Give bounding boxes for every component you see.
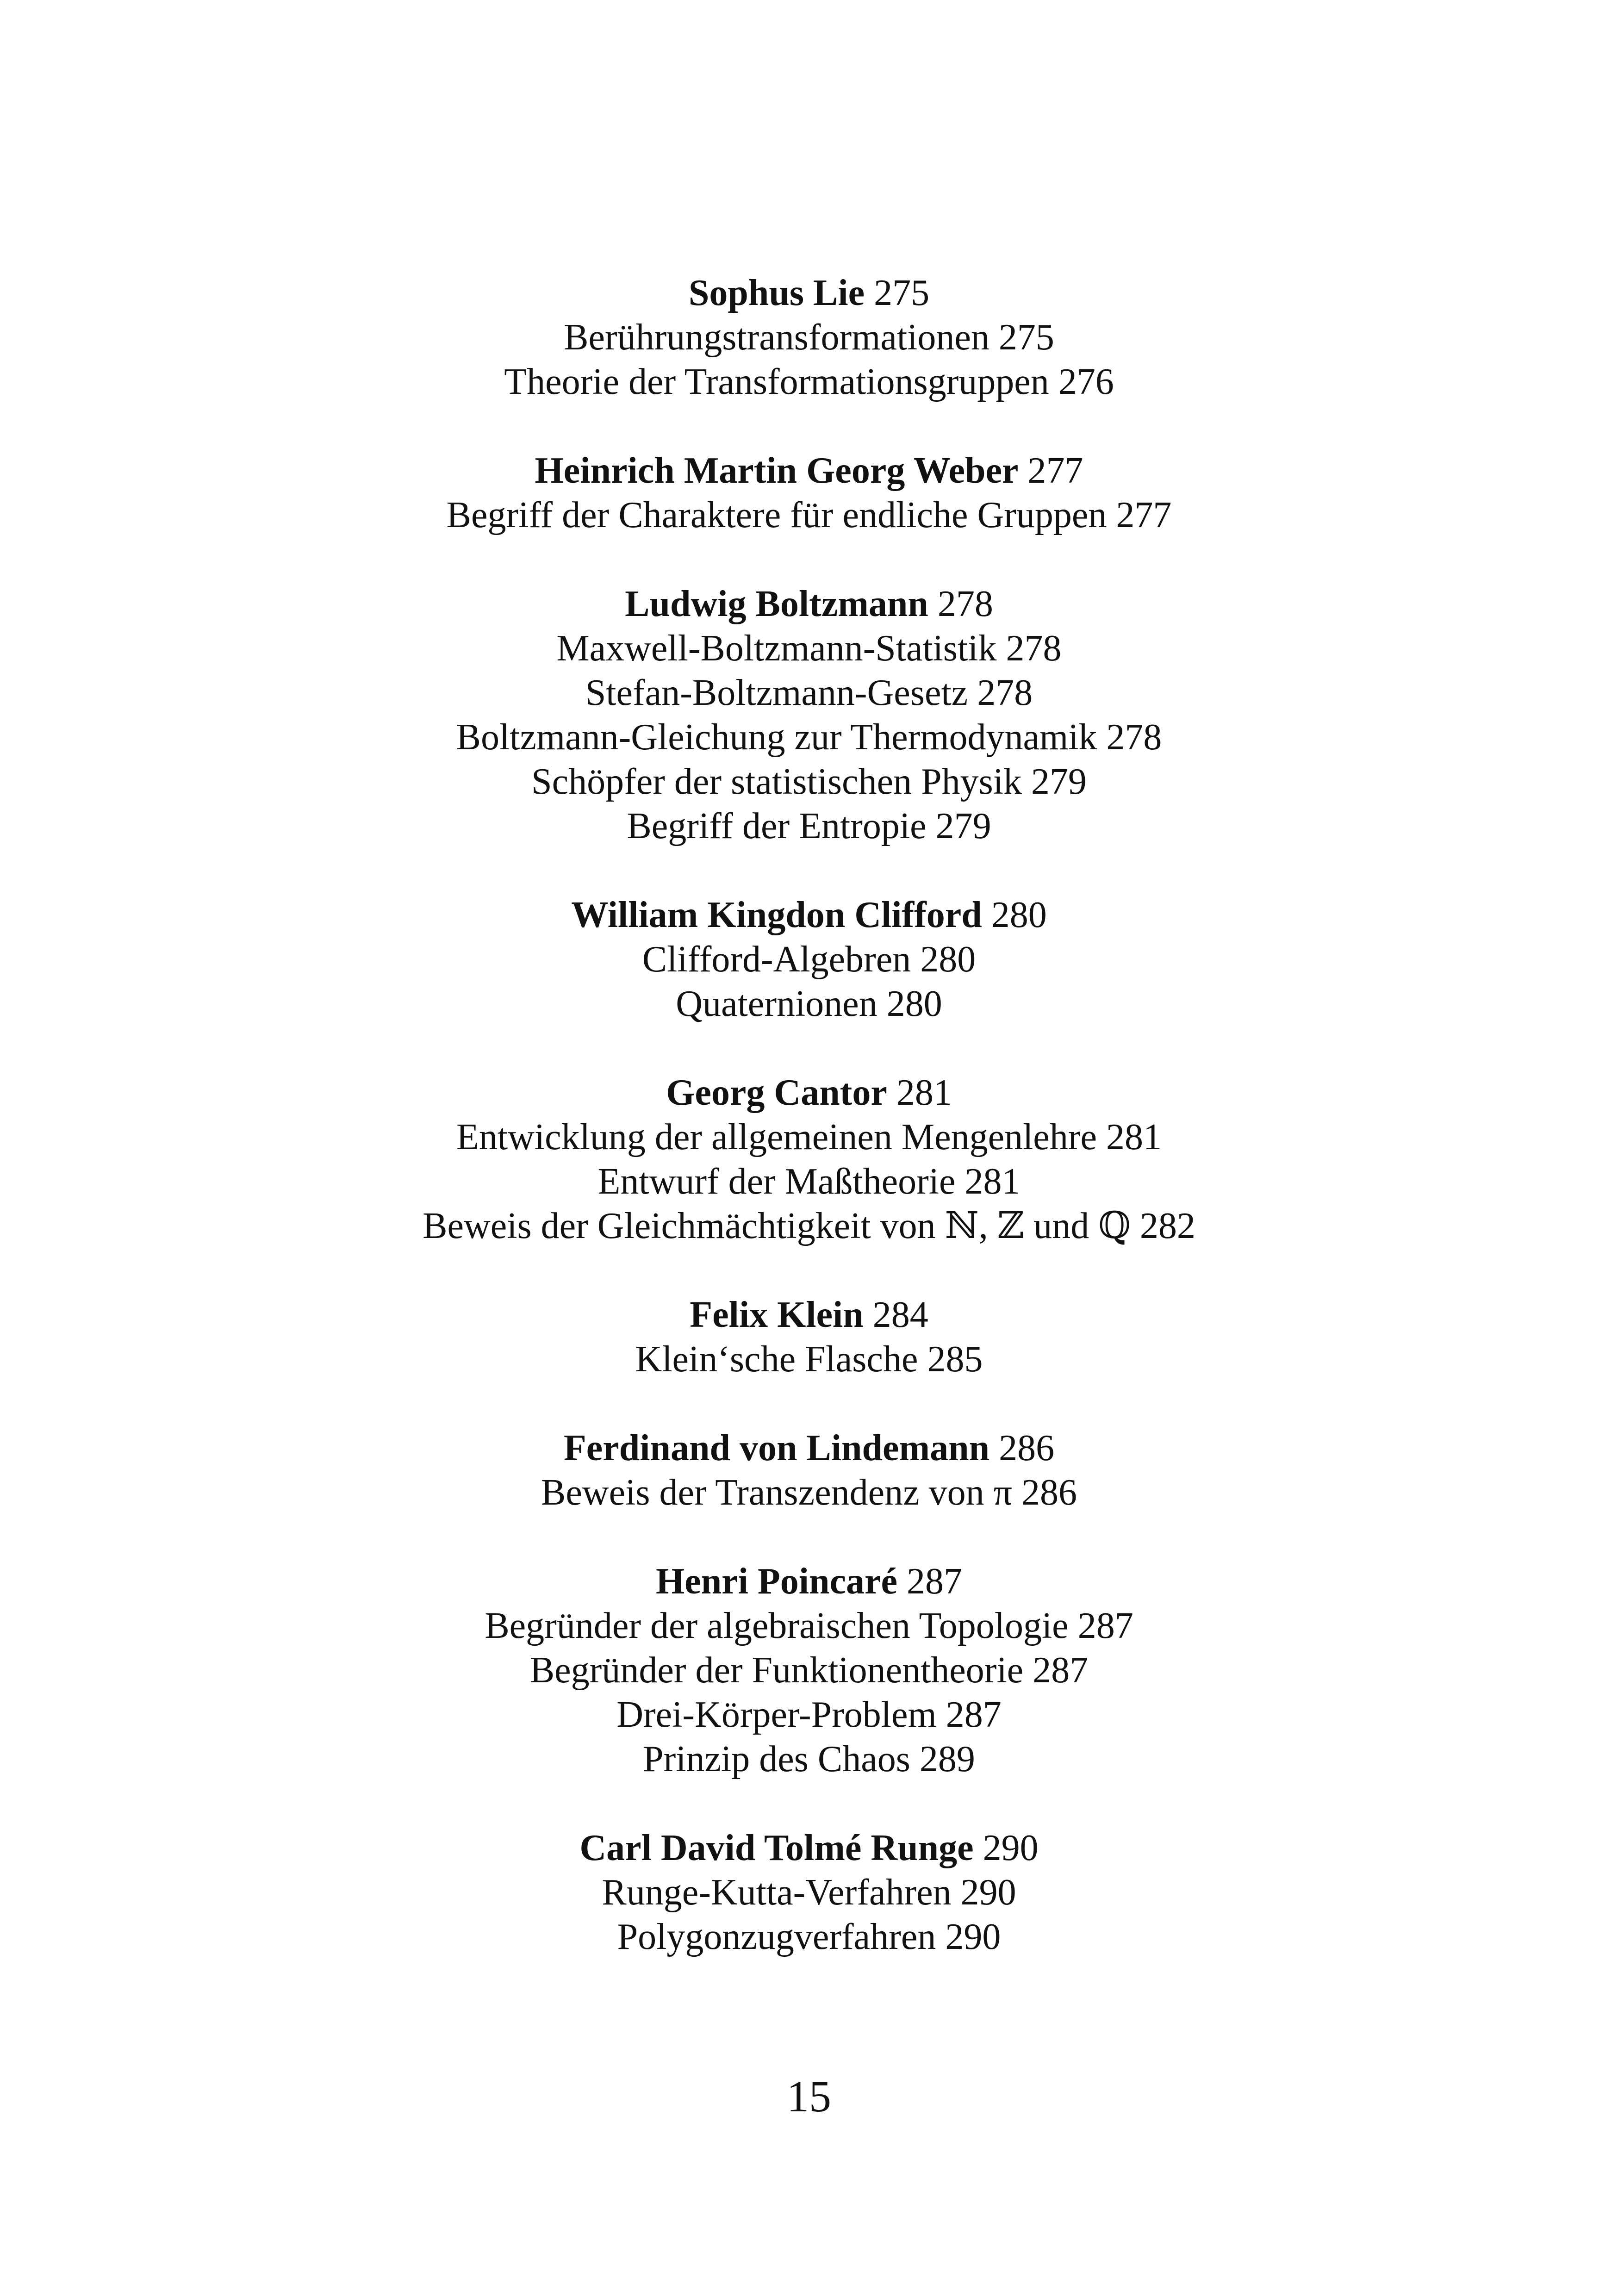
toc-entry xyxy=(0,1915,1618,1959)
entry-text: Stefan-Boltzmann-Gesetz xyxy=(585,672,968,713)
toc-person-heading xyxy=(0,1070,1618,1115)
toc-section xyxy=(0,1070,1618,1248)
person-page: 286 xyxy=(999,1428,1055,1468)
person-page: 275 xyxy=(874,273,930,313)
toc-entry xyxy=(0,1692,1618,1737)
toc-entry xyxy=(0,315,1618,360)
toc-person-heading xyxy=(0,893,1618,937)
toc-entry xyxy=(0,715,1618,759)
entry-text: Drei-Körper-Problem xyxy=(616,1694,937,1735)
toc-entry xyxy=(0,1115,1618,1159)
toc-entry xyxy=(0,1870,1618,1915)
toc-section xyxy=(0,1826,1618,1959)
person-name: Georg Cantor xyxy=(666,1072,887,1113)
entry-page: 278 xyxy=(1106,717,1162,758)
person-page: 281 xyxy=(896,1072,952,1113)
entry-page: 281 xyxy=(965,1161,1021,1202)
table-of-contents xyxy=(0,271,1618,1959)
entry-text: Clifford-Algebren xyxy=(642,939,911,980)
entry-text: Entwurf der Maßtheorie xyxy=(597,1161,956,1202)
entry-page: 287 xyxy=(1033,1650,1089,1691)
toc-person-heading xyxy=(0,582,1618,626)
entry-text: Polygonzugverfahren xyxy=(617,1916,936,1957)
toc-entry xyxy=(0,982,1618,1026)
toc-entry xyxy=(0,1470,1618,1515)
entry-page: 279 xyxy=(1031,761,1087,802)
entry-text: Begriff der Entropie xyxy=(627,806,927,846)
entry-page: 278 xyxy=(977,672,1033,713)
toc-section xyxy=(0,1293,1618,1381)
toc-section xyxy=(0,582,1618,848)
entry-text: Beweis der Transzendenz von π xyxy=(541,1472,1012,1513)
person-name: Ferdinand von Lindemann xyxy=(563,1428,990,1468)
entry-page: 278 xyxy=(1006,628,1062,669)
entry-text: Boltzmann-Gleichung zur Thermodynamik xyxy=(456,717,1097,758)
toc-entry xyxy=(0,1337,1618,1381)
toc-person-heading xyxy=(0,448,1618,493)
person-name: Heinrich Martin Georg Weber xyxy=(535,450,1019,491)
toc-entry xyxy=(0,1204,1618,1248)
entry-page: 279 xyxy=(935,806,991,846)
person-page: 278 xyxy=(937,584,993,624)
toc-entry xyxy=(0,804,1618,848)
entry-text: Theorie der Transformationsgruppen xyxy=(504,361,1049,402)
entry-page: 276 xyxy=(1058,361,1114,402)
person-name: William Kingdon Clifford xyxy=(571,895,982,935)
toc-entry xyxy=(0,360,1618,404)
entry-page: 285 xyxy=(927,1339,983,1380)
person-name: Henri Poincaré xyxy=(655,1561,898,1602)
toc-section xyxy=(0,893,1618,1026)
entry-text: Schöpfer der statistischen Physik xyxy=(531,761,1022,802)
person-page: 277 xyxy=(1027,450,1083,491)
toc-person-heading xyxy=(0,1826,1618,1870)
toc-entry xyxy=(0,1648,1618,1692)
toc-person-heading xyxy=(0,1559,1618,1604)
entry-text: Quaternionen xyxy=(676,983,877,1024)
entry-page: 290 xyxy=(960,1872,1016,1913)
person-page: 284 xyxy=(872,1294,928,1335)
toc-entry xyxy=(0,1604,1618,1648)
toc-entry xyxy=(0,759,1618,804)
entry-text: Runge-Kutta-Verfahren xyxy=(602,1872,952,1913)
entry-text: Klein‘sche Flasche xyxy=(635,1339,918,1380)
entry-page: 280 xyxy=(920,939,976,980)
entry-text: Entwicklung der allgemeinen Mengenlehre xyxy=(456,1117,1097,1157)
page-number: 15 xyxy=(787,2072,831,2121)
entry-text: Berührungstransformationen xyxy=(564,317,989,358)
toc-section xyxy=(0,271,1618,404)
entry-page: 287 xyxy=(1077,1605,1133,1646)
toc-entry xyxy=(0,626,1618,671)
entry-text: Begriff der Charaktere für endliche Gruppen xyxy=(446,495,1107,535)
toc-entry xyxy=(0,1159,1618,1204)
toc-person-heading xyxy=(0,271,1618,315)
entry-page: 275 xyxy=(998,317,1054,358)
entry-text: Prinzip des Chaos xyxy=(643,1739,910,1780)
toc-entry xyxy=(0,937,1618,982)
entry-page: 287 xyxy=(946,1694,1002,1735)
entry-page: 280 xyxy=(886,983,942,1024)
toc-section xyxy=(0,1559,1618,1781)
toc-entry xyxy=(0,493,1618,537)
entry-page: 281 xyxy=(1106,1117,1162,1157)
entry-text: Maxwell-Boltzmann-Statistik xyxy=(556,628,997,669)
entry-page: 277 xyxy=(1116,495,1172,535)
entry-text: Begründer der algebraischen Topologie xyxy=(485,1605,1069,1646)
person-name: Ludwig Boltzmann xyxy=(625,584,928,624)
entry-page: 290 xyxy=(945,1916,1001,1957)
toc-section xyxy=(0,1426,1618,1515)
entry-page: 282 xyxy=(1139,1206,1195,1246)
entry-text: Begründer der Funktionentheorie xyxy=(529,1650,1024,1691)
person-page: 290 xyxy=(983,1828,1039,1868)
toc-section xyxy=(0,448,1618,537)
toc-person-heading xyxy=(0,1426,1618,1470)
person-name: Felix Klein xyxy=(690,1294,864,1335)
person-page: 280 xyxy=(991,895,1047,935)
entry-text: Beweis der Gleichmächtigkeit von ℕ, ℤ und ℚ xyxy=(423,1206,1131,1246)
person-name: Carl David Tolmé Runge xyxy=(579,1828,974,1868)
toc-entry xyxy=(0,671,1618,715)
toc-person-heading xyxy=(0,1293,1618,1337)
person-page: 287 xyxy=(907,1561,963,1602)
toc-entry xyxy=(0,1737,1618,1781)
entry-page: 286 xyxy=(1021,1472,1077,1513)
person-name: Sophus Lie xyxy=(688,273,865,313)
entry-page: 289 xyxy=(919,1739,975,1780)
